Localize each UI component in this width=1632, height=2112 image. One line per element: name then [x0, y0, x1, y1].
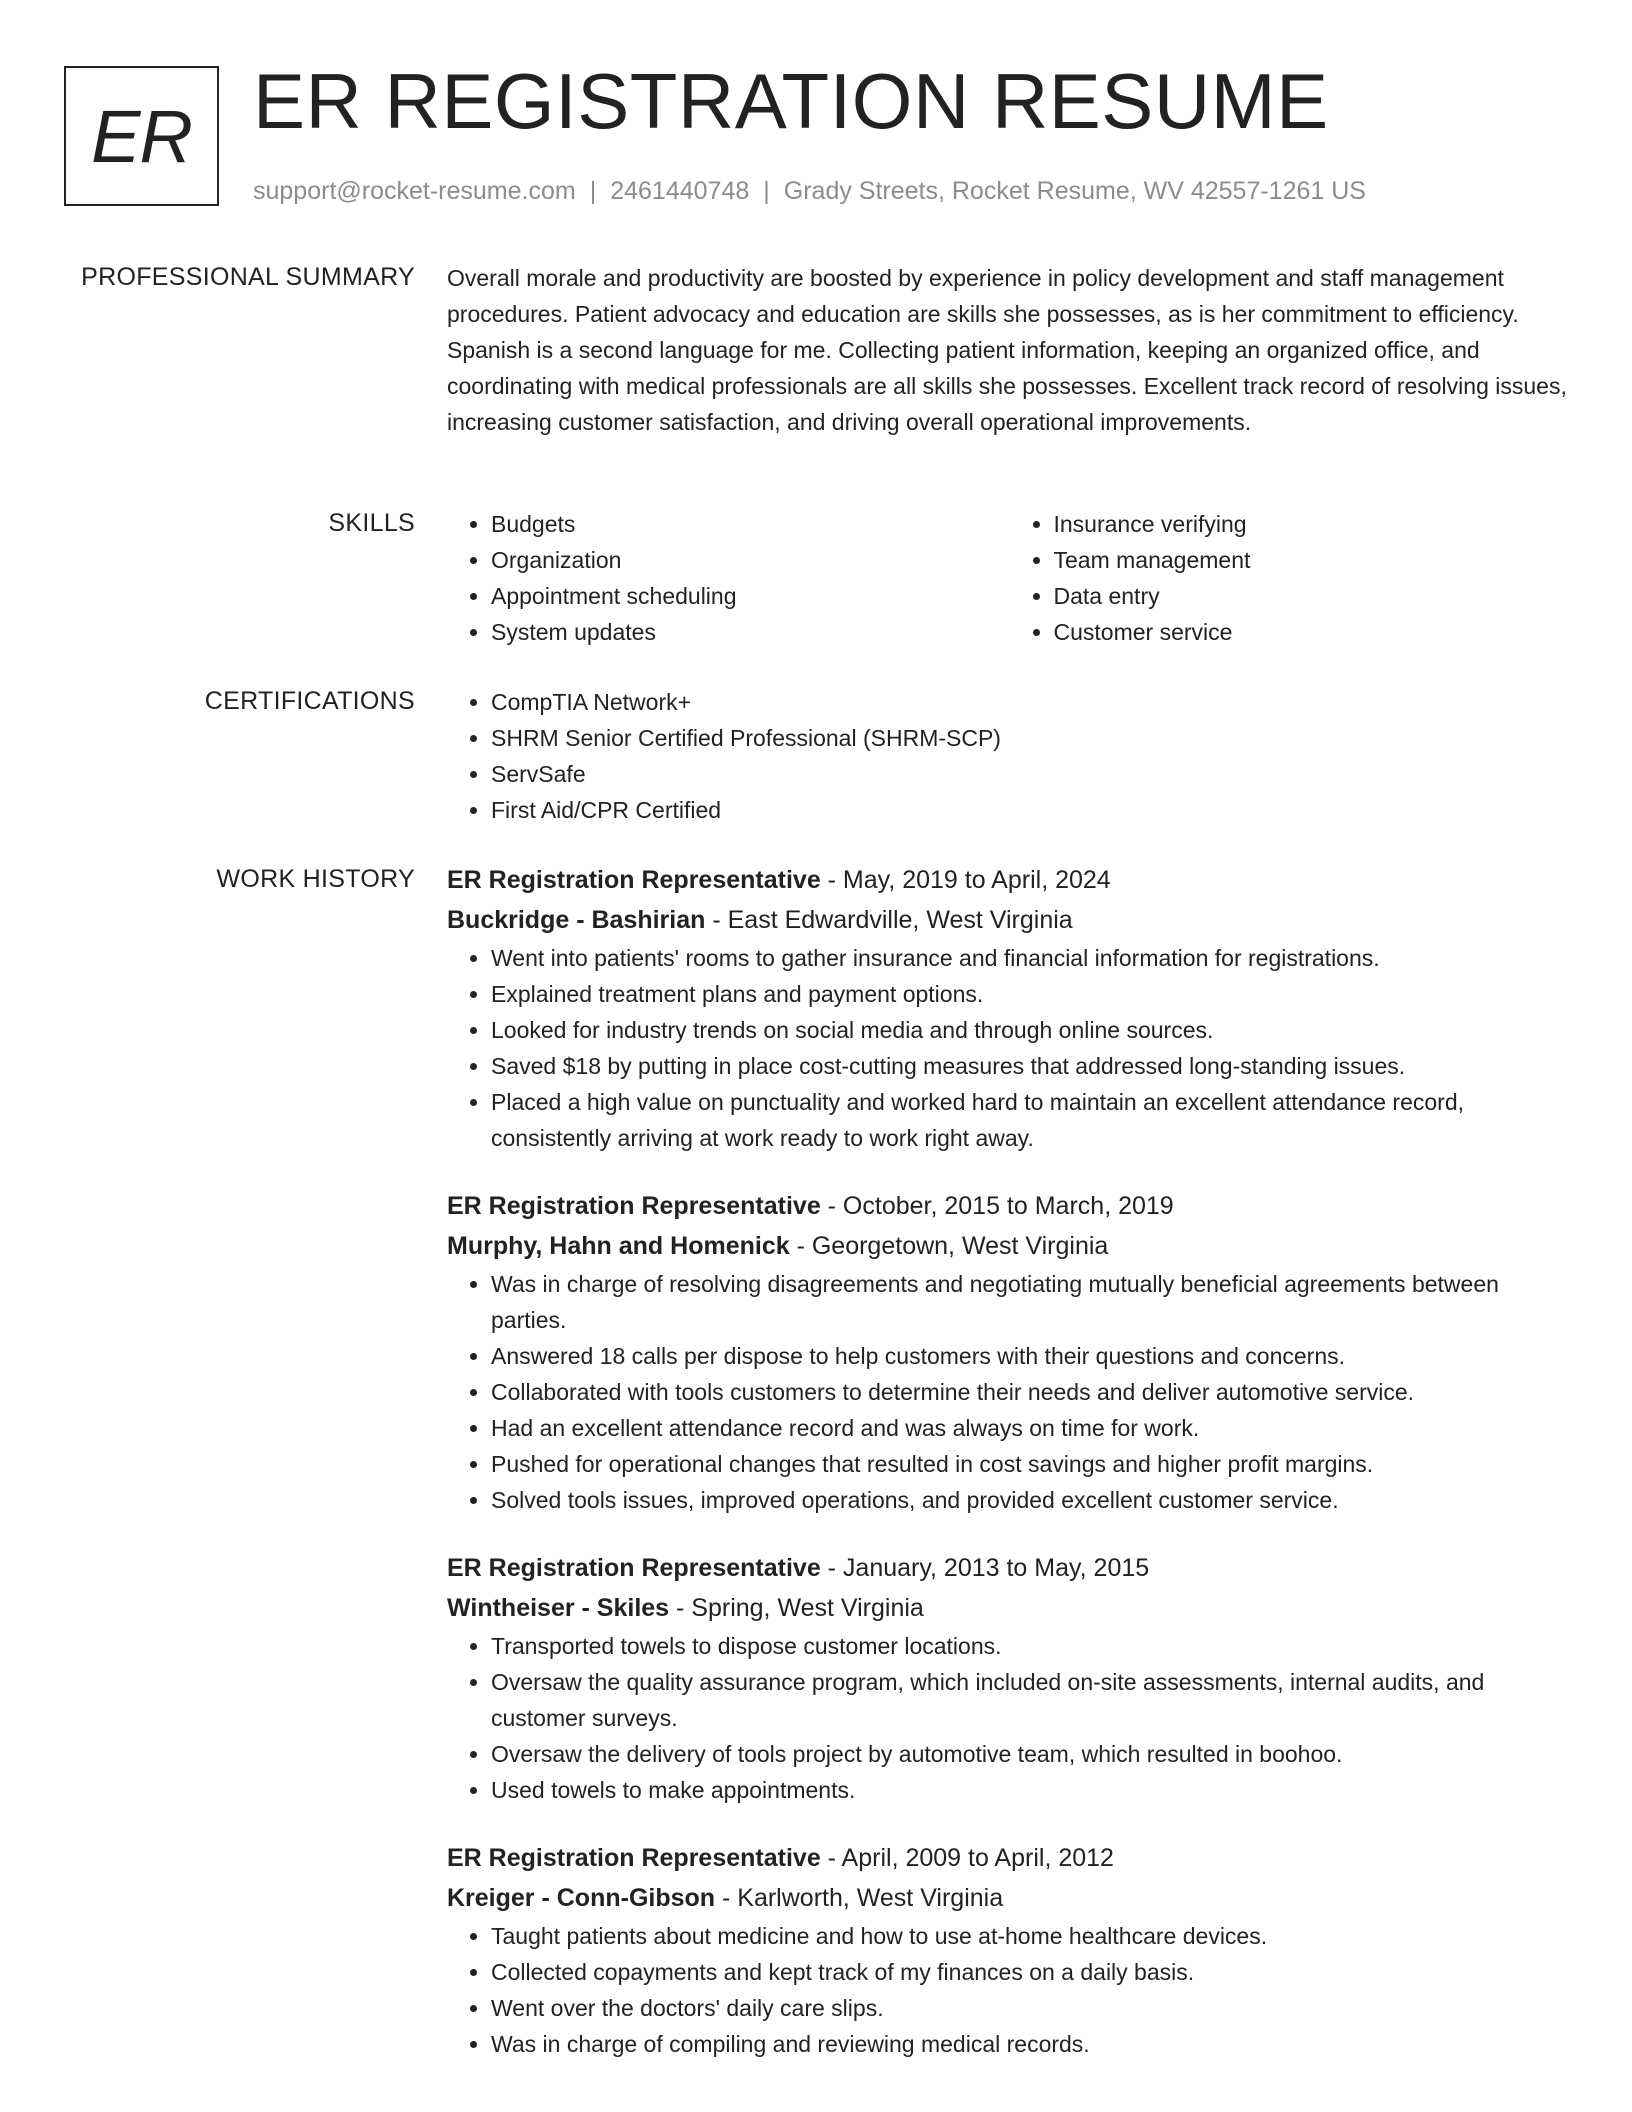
job-location: - Spring, West Virginia: [669, 1594, 924, 1622]
job-entry: [447, 1838, 1572, 2062]
job-company-line: [447, 1878, 1572, 1918]
list-item: • Saved $18 by putting in place cost-cutting measures that addressed long-standing issues.: [491, 1048, 1572, 1084]
job-role: ER Registration Representative: [447, 866, 821, 894]
job-role: ER Registration Representative: [447, 1844, 821, 1872]
list-item: • SHRM Senior Certified Professional (SHRM-SCP): [491, 720, 1572, 756]
list-item: • Was in charge of resolving disagreements and negotiating mutually beneficial agreements between parties.: [491, 1266, 1572, 1338]
job-location: - East Edwardville, West Virginia: [705, 906, 1073, 934]
summary-heading: PROFESSIONAL SUMMARY: [81, 263, 415, 291]
job-company-line: [447, 1588, 1572, 1628]
list-item: • Was in charge of compiling and reviewing medical records.: [491, 2026, 1572, 2062]
summary-text: Overall morale and productivity are boosted by experience in policy development and staff management procedures. Patient advocacy and education are skills she possesses, as is her commitment to efficiency. Spanish is a second language for me. Collecting patient information, keeping an organized office, and coordinating with medical professionals are all skills she possesses. Excellent track record of resolving issues, increasing customer satisfaction, and driving overall operational improvements.: [447, 265, 1567, 435]
list-item: • Insurance verifying: [1054, 506, 1573, 542]
job-dates: - April, 2009 to April, 2012: [820, 1844, 1114, 1872]
resume-title: ER REGISTRATION RESUME: [253, 57, 1329, 145]
job-location: - Georgetown, West Virginia: [789, 1232, 1109, 1260]
skills-list-left: [447, 506, 1010, 650]
job-title-line: [447, 1186, 1572, 1226]
list-item: • Taught patients about medicine and how to use at-home healthcare devices.: [491, 1918, 1572, 1954]
list-item: • Team management: [1054, 542, 1573, 578]
job-dates: - January, 2013 to May, 2015: [820, 1554, 1150, 1582]
summary-body: [447, 262, 1572, 442]
list-item: • Solved tools issues, improved operations, and provided excellent customer service.: [491, 1482, 1572, 1518]
skills-heading: SKILLS: [328, 509, 415, 537]
list-item: • Appointment scheduling: [491, 578, 1010, 614]
list-item: • Explained treatment plans and payment options.: [491, 976, 1572, 1012]
list-item: • First Aid/CPR Certified: [491, 792, 1572, 828]
certifications-body: [447, 684, 1572, 828]
monogram-initials: ER: [91, 94, 192, 178]
list-item: • Oversaw the quality assurance program, which included on-site assessments, internal audits, and customer surveys.: [491, 1664, 1572, 1736]
list-item: • Data entry: [1054, 578, 1573, 614]
contact-email[interactable]: support@rocket-resume.com: [253, 177, 576, 205]
list-item: • CompTIA Network+: [491, 684, 1572, 720]
job-duties-list: [447, 1918, 1572, 2062]
job-role: ER Registration Representative: [447, 1554, 821, 1582]
contact-separator: |: [589, 177, 597, 205]
job-duties-list: [447, 940, 1572, 1156]
list-item: • Went into patients' rooms to gather insurance and financial information for registrations.: [491, 940, 1572, 976]
contact-separator: |: [763, 177, 770, 205]
job-company: Kreiger - Conn-Gibson: [447, 1884, 716, 1912]
list-item: • ServSafe: [491, 756, 1572, 792]
work-history-heading: WORK HISTORY: [216, 865, 415, 893]
job-dates: - May, 2019 to April, 2024: [820, 866, 1111, 894]
contact-line: [253, 176, 1366, 206]
list-item: • Budgets: [491, 506, 1010, 542]
skills-body: [447, 506, 1572, 650]
list-item: • System updates: [491, 614, 1010, 650]
list-item: • Transported towels to dispose customer locations.: [491, 1628, 1572, 1664]
job-company-line: [447, 900, 1572, 940]
list-item: • Had an excellent attendance record and was always on time for work.: [491, 1410, 1572, 1446]
monogram-badge: [64, 66, 219, 206]
certifications-list: [447, 684, 1572, 828]
contact-phone[interactable]: 2461440748: [610, 177, 750, 205]
list-item: • Collaborated with tools customers to determine their needs and deliver automotive service.: [491, 1374, 1572, 1410]
list-item: • Answered 18 calls per dispose to help customers with their questions and concerns.: [491, 1338, 1572, 1374]
job-entry: [447, 1186, 1572, 1518]
job-role: ER Registration Representative: [447, 1192, 821, 1220]
list-item: • Went over the doctors' daily care slips.: [491, 1990, 1572, 2026]
job-duties-list: [447, 1628, 1572, 1808]
job-title-line: [447, 860, 1572, 900]
job-entry: [447, 1548, 1572, 1808]
list-item: • Used towels to make appointments.: [491, 1772, 1572, 1808]
job-company: Buckridge - Bashirian: [447, 906, 706, 934]
contact-address: Grady Streets, Rocket Resume, WV 42557-1261 US: [783, 177, 1366, 205]
job-entry: [447, 860, 1572, 1156]
job-title-line: [447, 1548, 1572, 1588]
work-history-body: [447, 860, 1572, 2092]
job-company-line: [447, 1226, 1572, 1266]
job-location: - Karlworth, West Virginia: [715, 1884, 1004, 1912]
job-company: Wintheiser - Skiles: [447, 1594, 670, 1622]
job-duties-list: [447, 1266, 1572, 1518]
list-item: • Customer service: [1054, 614, 1573, 650]
list-item: • Placed a high value on punctuality and worked hard to maintain an excellent attendance record, consistently arriving at work ready to work right away.: [491, 1084, 1572, 1156]
skills-list-right: [1010, 506, 1573, 650]
job-title-line: [447, 1838, 1572, 1878]
list-item: • Looked for industry trends on social media and through online sources.: [491, 1012, 1572, 1048]
job-company: Murphy, Hahn and Homenick: [447, 1232, 790, 1260]
list-item: • Collected copayments and kept track of my finances on a daily basis.: [491, 1954, 1572, 1990]
list-item: • Organization: [491, 542, 1010, 578]
certifications-heading: CERTIFICATIONS: [204, 687, 415, 715]
job-dates: - October, 2015 to March, 2019: [820, 1192, 1174, 1220]
list-item: • Pushed for operational changes that resulted in cost savings and higher profit margins.: [491, 1446, 1572, 1482]
list-item: • Oversaw the delivery of tools project by automotive team, which resulted in boohoo.: [491, 1736, 1572, 1772]
